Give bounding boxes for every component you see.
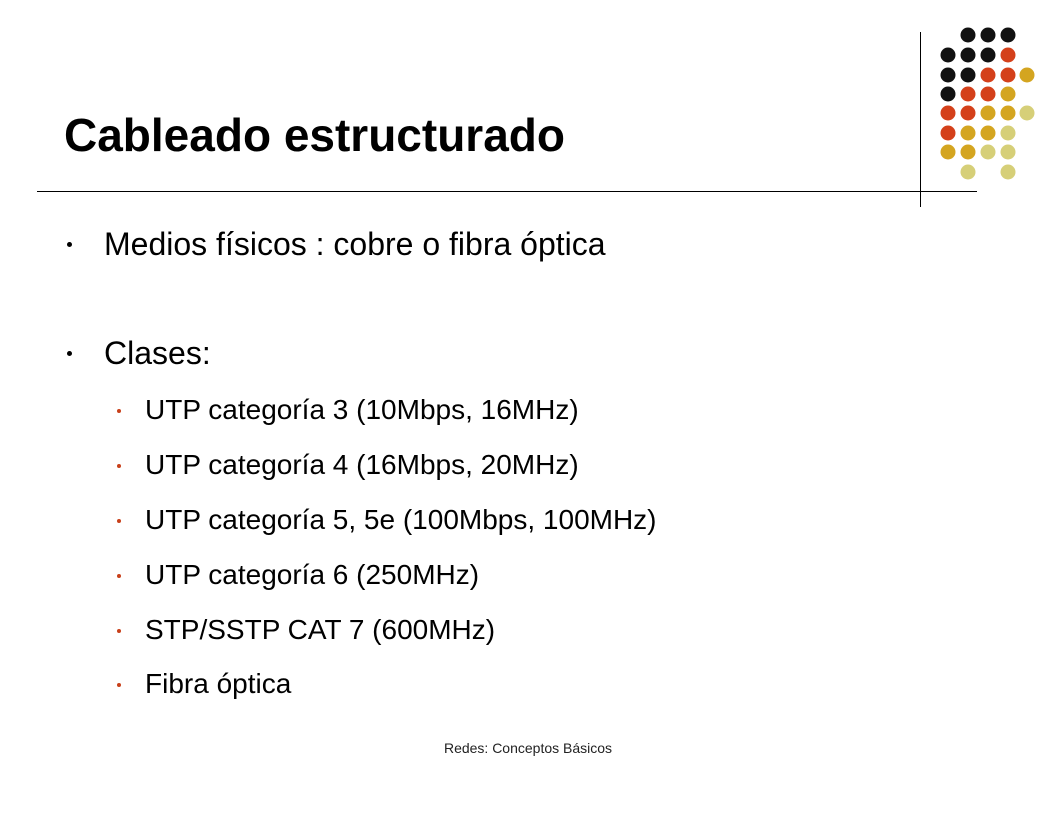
sub-bullet-marker	[117, 464, 121, 468]
slide-title: Cableado estructurado	[64, 109, 565, 161]
decorative-dot	[961, 87, 976, 102]
decorative-dot-grid	[0, 0, 1056, 200]
decorative-dot	[1001, 28, 1016, 43]
decorative-dot	[961, 165, 976, 180]
sub-bullet-text: Fibra óptica	[145, 668, 292, 699]
sub-bullet-marker	[117, 519, 121, 523]
sub-bullet-text: UTP categoría 4 (16Mbps, 20MHz)	[145, 449, 579, 480]
sub-bullet-item	[145, 555, 479, 595]
sub-bullet-item	[145, 445, 579, 485]
decorative-dot	[1001, 126, 1016, 141]
sub-bullet-text: STP/SSTP CAT 7 (600MHz)	[145, 614, 496, 645]
title-underline	[37, 191, 977, 192]
decorative-dot	[941, 106, 956, 121]
decorative-dot	[1001, 87, 1016, 102]
sub-bullet-text: UTP categoría 3 (10Mbps, 16MHz)	[145, 394, 579, 425]
sub-bullet-item	[145, 610, 495, 650]
sub-bullet-item	[145, 390, 579, 430]
decorative-dot	[1020, 68, 1035, 83]
bullet-marker	[67, 242, 72, 247]
decorative-dot	[961, 145, 976, 160]
bullet-item	[104, 333, 211, 373]
decorative-dot	[1020, 106, 1035, 121]
decorative-dot	[1001, 145, 1016, 160]
decorative-dot	[941, 68, 956, 83]
decorative-dot	[941, 126, 956, 141]
decorative-dot	[1001, 106, 1016, 121]
decorative-dot	[961, 68, 976, 83]
sub-bullet-marker	[117, 629, 121, 633]
decorative-dot	[1001, 48, 1016, 63]
sub-bullet-text: UTP categoría 5, 5e (100Mbps, 100MHz)	[145, 504, 657, 535]
bullet-text: Medios físicos : cobre o fibra óptica	[104, 226, 606, 262]
sub-bullet-marker	[117, 409, 121, 413]
decorative-dot	[981, 28, 996, 43]
slide-footer: Redes: Conceptos Básicos	[443, 740, 613, 756]
decorative-dot	[961, 48, 976, 63]
decorative-dot	[981, 126, 996, 141]
decorative-dot	[941, 87, 956, 102]
sub-bullet-item	[145, 500, 657, 540]
bullet-text: Clases:	[104, 335, 211, 371]
sub-bullet-text: UTP categoría 6 (250MHz)	[145, 559, 480, 590]
decorative-dot	[941, 145, 956, 160]
decorative-dot	[961, 126, 976, 141]
decorative-dot	[1001, 165, 1016, 180]
decorative-dot	[1001, 68, 1016, 83]
decorative-dot	[981, 48, 996, 63]
sub-bullet-marker	[117, 683, 121, 687]
decorative-dot	[981, 87, 996, 102]
sub-bullet-item	[145, 664, 291, 704]
decorative-dot	[961, 28, 976, 43]
decorative-dot	[941, 48, 956, 63]
decorative-dot	[981, 106, 996, 121]
vertical-divider	[920, 32, 921, 207]
bullet-marker	[67, 351, 72, 356]
bullet-item	[104, 224, 606, 264]
decorative-dot	[961, 106, 976, 121]
sub-bullet-marker	[117, 574, 121, 578]
decorative-dot	[981, 68, 996, 83]
decorative-dot	[981, 145, 996, 160]
